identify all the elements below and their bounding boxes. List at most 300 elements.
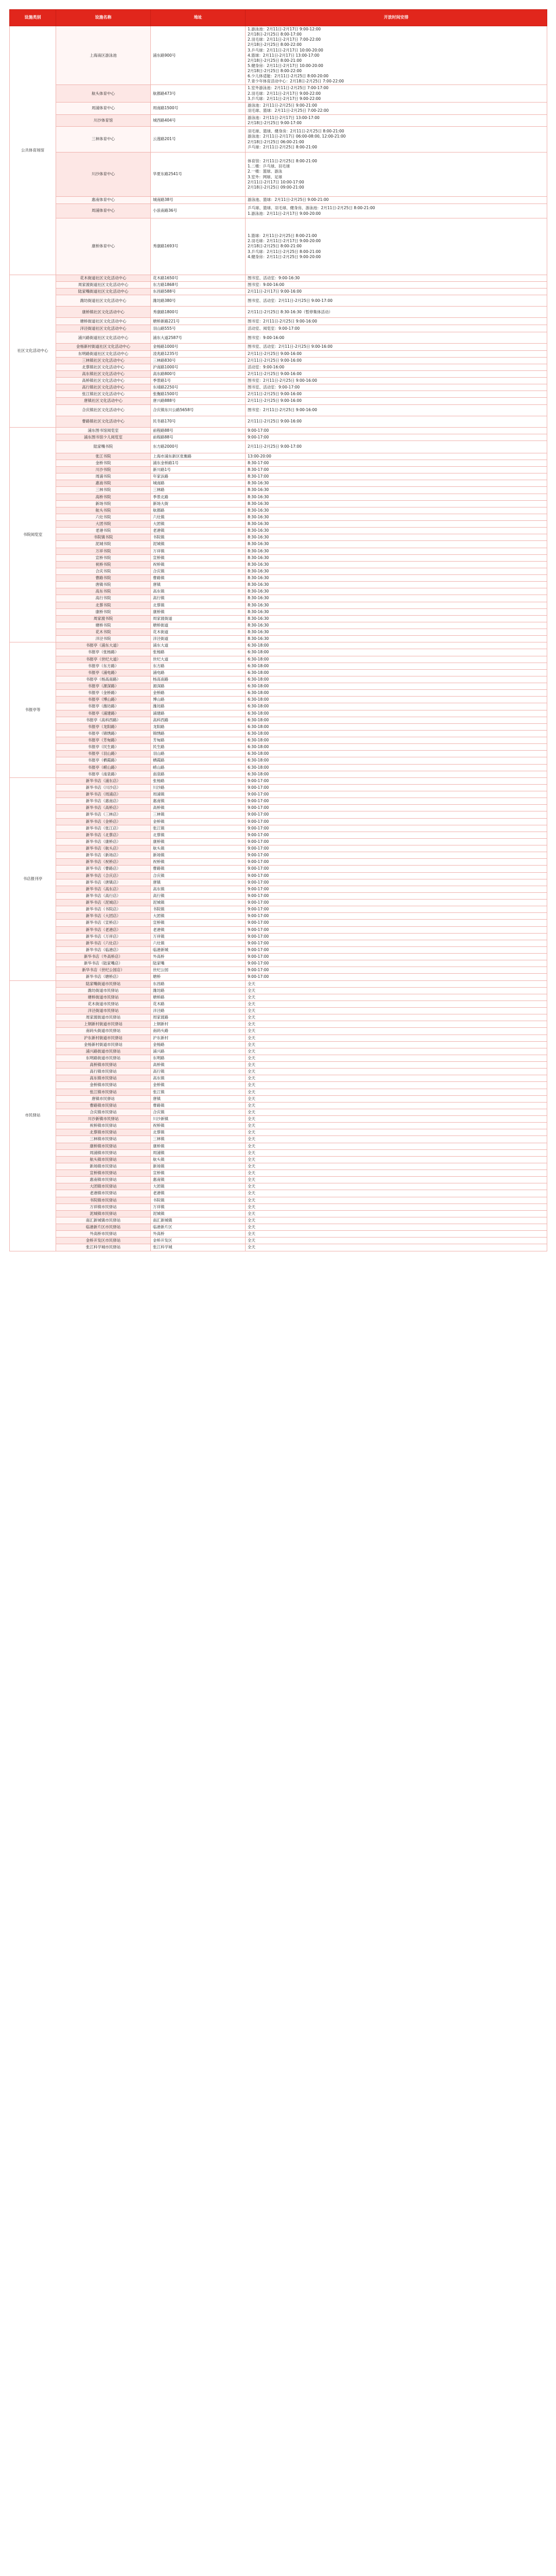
table-row	[10, 1190, 547, 1197]
table-row	[10, 514, 547, 520]
facility-name-cell: 新华书店（世纪公园店）	[56, 967, 151, 974]
table-row	[10, 946, 547, 953]
facility-schedule-sheet	[9, 9, 547, 2576]
opening-hours-cell: 9:00-17:00	[246, 967, 547, 974]
table-row	[10, 703, 547, 710]
table-row	[10, 1123, 547, 1129]
opening-hours-cell: 图书室：9:00-16:00	[246, 332, 547, 344]
facility-name-cell: 周家渡街道社区文化活动中心	[56, 282, 151, 289]
facility-name-cell: 新华书店（新场店）	[56, 852, 151, 859]
address-cell: 东方路2000号	[151, 440, 246, 453]
opening-hours-cell: 全天	[246, 1244, 547, 1251]
table-row	[10, 994, 547, 1001]
table-row	[10, 974, 547, 980]
table-row	[10, 825, 547, 832]
address-cell: 泥城镇	[151, 900, 246, 906]
facility-name-cell: 泥城书院	[56, 541, 151, 548]
facility-name-cell: 航头体育中心	[56, 85, 151, 102]
address-cell: 外高桥	[151, 1231, 246, 1238]
opening-hours-cell: 2月11日-2月17日 9:00-16:00	[246, 289, 547, 295]
address-cell: 东昌路	[151, 980, 246, 987]
table-row	[10, 676, 547, 683]
facility-name-cell: 金桥镇市民驿站	[56, 1082, 151, 1089]
table-row	[10, 404, 547, 416]
facility-name-cell: 大团书院	[56, 521, 151, 528]
opening-hours-cell: 9:00-17:00	[246, 879, 547, 886]
facility-name-cell: 陆家嘴街道市民驿站	[56, 980, 151, 987]
facility-name-cell: 新华书店（陆家嘴店）	[56, 960, 151, 967]
address-cell: 高行镇	[151, 1069, 246, 1075]
table-row	[10, 1028, 547, 1035]
table-row	[10, 615, 547, 622]
address-cell: 宣桥镇	[151, 920, 246, 926]
address-cell: 上海市浦东新区张衡路	[151, 453, 246, 460]
address-cell: 花木路	[151, 1001, 246, 1007]
address-cell: 季景北路	[151, 494, 246, 500]
facility-name-cell: 惠南体育中心	[56, 197, 151, 204]
opening-hours-cell: 9:00-17:00	[246, 906, 547, 913]
facility-name-cell: 书报亭（羽山路）	[56, 751, 151, 757]
address-cell: 张江镇	[151, 1089, 246, 1095]
address-cell: 羽山路	[151, 751, 246, 757]
table-row	[10, 1170, 547, 1177]
address-cell: 大团镇	[151, 1183, 246, 1190]
table-row	[10, 1204, 547, 1210]
table-row	[10, 1014, 547, 1021]
address-cell: 航头镇	[151, 1156, 246, 1163]
facility-name-cell: 宣桥书院	[56, 554, 151, 561]
category-cell: 公共体育场馆	[10, 26, 56, 275]
opening-hours-cell: 9:00-17:00	[246, 920, 547, 926]
address-cell: 杨高南路	[151, 676, 246, 683]
table-row	[10, 1217, 547, 1224]
address-cell: 浦电路	[151, 669, 246, 676]
address-cell: 临港新片区	[151, 1224, 246, 1231]
opening-hours-cell: 8:30-16:30	[246, 494, 547, 500]
opening-hours-cell: 6:30-18:00	[246, 649, 547, 656]
table-row	[10, 398, 547, 404]
address-cell: 泥城镇	[151, 1210, 246, 1217]
table-row	[10, 906, 547, 913]
table-row	[10, 777, 547, 784]
facility-name-cell: 书报亭（芳甸路）	[56, 737, 151, 744]
opening-hours-cell: 全天	[246, 1048, 547, 1055]
address-cell: 泥城镇	[151, 541, 246, 548]
opening-hours-cell: 8:30-16:30	[246, 615, 547, 622]
address-cell: 康桥镇	[151, 1143, 246, 1149]
address-cell: 航头镇	[151, 845, 246, 852]
facility-name-cell: 周浦镇市民驿站	[56, 1149, 151, 1156]
facility-name-cell: 金杨新村街道社区文化活动中心	[56, 344, 151, 350]
opening-hours-cell: 8:30-16:30	[246, 608, 547, 615]
address-cell: 航都路473号	[151, 85, 246, 102]
table-row	[10, 391, 547, 398]
address-cell: 花木街道	[151, 629, 246, 636]
address-cell: 三林镇	[151, 811, 246, 818]
opening-hours-cell: 全天	[246, 1177, 547, 1183]
address-cell: 祝桥镇	[151, 561, 246, 568]
address-cell: 三林镇	[151, 1136, 246, 1143]
opening-hours-cell: 9:00-17:00	[246, 960, 547, 967]
address-cell: 合庆镇	[151, 1109, 246, 1115]
address-cell: 万祥镇	[151, 933, 246, 940]
address-cell: 东靖路2250号	[151, 384, 246, 391]
facility-name-cell: 书报亭（世纪大道）	[56, 656, 151, 663]
facility-name-cell: 东明路街道社区文化活动中心	[56, 350, 151, 357]
table-row	[10, 967, 547, 974]
table-row	[10, 1210, 547, 1217]
opening-hours-cell: 9:00-17:00	[246, 872, 547, 879]
table-row	[10, 487, 547, 494]
opening-hours-cell: 1.篮球：2月11日-2月25日 8:00-21:00 2.羽毛球：2月11日-2月17日 9:00-20:00 2月18日-2月25日 8:00-21:00 3.乒乓球：2月11日-2月25日 8:00-21:00 4.健身房：2月11日-2月25日 9:00-20:00	[246, 218, 547, 275]
table-row	[10, 900, 547, 906]
table-row	[10, 1075, 547, 1082]
address-cell: 金桥镇	[151, 818, 246, 825]
facility-name-cell: 花木街道市民驿站	[56, 1001, 151, 1007]
facility-name-cell: 书报亭（浦东大道）	[56, 642, 151, 649]
table-row	[10, 370, 547, 377]
facility-name-cell: 金桥书院	[56, 460, 151, 466]
opening-hours-cell: 6:30-18:00	[246, 764, 547, 771]
facility-name-cell: 高东书院	[56, 588, 151, 595]
opening-hours-cell: 9:00-17:00	[246, 892, 547, 899]
facility-name-cell: 新华书店（曹路店）	[56, 866, 151, 872]
table-row	[10, 114, 547, 126]
facility-name-cell: 大团镇市民驿站	[56, 1183, 151, 1190]
opening-hours-cell: 2月11日-2月25日 9:00-16:00	[246, 370, 547, 377]
facility-name-cell: 航头书院	[56, 507, 151, 514]
facility-name-cell: 新华书店（惠南店）	[56, 798, 151, 805]
opening-hours-cell: 全天	[246, 1109, 547, 1115]
address-cell: 书院镇	[151, 1197, 246, 1204]
opening-hours-cell: 游泳池、篮球：2月11日-2月25日 9:00-21:00	[246, 197, 547, 204]
address-cell: 华夏东路2541号	[151, 152, 246, 197]
table-row	[10, 332, 547, 344]
table-row	[10, 1089, 547, 1095]
opening-hours-cell: 乒乓球、篮球、羽毛球、健身房、游泳池：2月11日-2月25日 8:00-21:00 1.游泳池：2月11日-2月17日 9:00-20:00	[246, 204, 547, 218]
table-row	[10, 467, 547, 473]
opening-hours-cell: 2月11日-2月25日 8:30-16:30（暂停集体活动）	[246, 307, 547, 318]
opening-hours-cell: 8:30-17:00	[246, 467, 547, 473]
facility-name-cell: 周家渡街道市民驿站	[56, 1014, 151, 1021]
table-row	[10, 460, 547, 466]
opening-hours-cell: 8:30-16:30	[246, 500, 547, 507]
opening-hours-cell: 9:00-17:00	[246, 825, 547, 832]
table-row	[10, 561, 547, 568]
opening-hours-cell: 8:30-16:30	[246, 595, 547, 602]
table-row	[10, 1129, 547, 1136]
opening-hours-cell: 2月11日-2月25日 9:00-16:00	[246, 391, 547, 398]
address-cell: 秀康路1800号	[151, 307, 246, 318]
header-address: 地址	[151, 10, 246, 26]
table-row	[10, 289, 547, 295]
table-row	[10, 494, 547, 500]
opening-hours-cell: 全天	[246, 1231, 547, 1238]
facility-name-cell: 新华书店（外高桥店）	[56, 954, 151, 960]
facility-name-cell: 书报亭（博山路）	[56, 697, 151, 703]
address-cell: 老港镇	[151, 926, 246, 933]
table-row	[10, 152, 547, 197]
table-row	[10, 364, 547, 370]
facility-name-cell: 高桥镇社区文化活动中心	[56, 378, 151, 384]
opening-hours-cell: 6:30-18:00	[246, 744, 547, 751]
table-row	[10, 350, 547, 357]
table-row	[10, 960, 547, 967]
table-row	[10, 886, 547, 892]
opening-hours-cell: 8:30-16:30	[246, 487, 547, 494]
opening-hours-cell: 全天	[246, 980, 547, 987]
table-row	[10, 1095, 547, 1102]
table-row	[10, 811, 547, 818]
table-row	[10, 1231, 547, 1238]
facility-name-cell: 川沙新镇市民驿站	[56, 1116, 151, 1123]
facility-name-cell: 周浦书院	[56, 473, 151, 480]
address-cell: 唐镇	[151, 1095, 246, 1102]
table-row	[10, 480, 547, 487]
facility-name-cell: 新华书店（六灶店）	[56, 940, 151, 946]
address-cell: 金桥镇	[151, 1082, 246, 1089]
table-row	[10, 913, 547, 920]
opening-hours-cell: 8:30-16:30	[246, 629, 547, 636]
address-cell: 张杨路	[151, 777, 246, 784]
table-row	[10, 764, 547, 771]
table-row	[10, 1244, 547, 1251]
address-cell: 前程路88号	[151, 427, 246, 434]
address-cell: 年家浜路	[151, 473, 246, 480]
table-row	[10, 933, 547, 940]
table-row	[10, 26, 547, 85]
facility-name-cell: 书报亭（龙阳路）	[56, 723, 151, 730]
address-cell: 张杨路	[151, 649, 246, 656]
table-row	[10, 1048, 547, 1055]
facility-name-cell: 张江书院	[56, 453, 151, 460]
opening-hours-cell: 活动室：9:00-16:00	[246, 364, 547, 370]
facility-name-cell: 北蔡镇社区文化活动中心	[56, 364, 151, 370]
address-cell: 大团镇	[151, 913, 246, 920]
address-cell: 塘桥路	[151, 994, 246, 1001]
address-cell: 川沙路	[151, 784, 246, 791]
address-cell: 周浦镇	[151, 791, 246, 798]
address-cell: 祝桥镇	[151, 1123, 246, 1129]
table-row	[10, 521, 547, 528]
address-cell: 潍坊路	[151, 987, 246, 994]
address-cell: 曹路镇	[151, 575, 246, 582]
table-row	[10, 642, 547, 649]
opening-hours-cell: 全天	[246, 1238, 547, 1244]
facility-name-cell: 北蔡镇市民驿站	[56, 1129, 151, 1136]
opening-hours-cell: 2月11日-2月25日 9:00-16:00	[246, 357, 547, 364]
opening-hours-cell: 图书室、活动室：2月11日-2月25日 9:00-16:00	[246, 344, 547, 350]
opening-hours-cell: 6:30-18:00	[246, 656, 547, 663]
opening-hours-cell: 9:00-17:00	[246, 818, 547, 825]
address-cell: 周家渡街道	[151, 615, 246, 622]
address-cell: 源深路	[151, 683, 246, 690]
table-row	[10, 771, 547, 777]
facility-name-cell: 新场书院	[56, 500, 151, 507]
address-cell: 高东镇	[151, 886, 246, 892]
opening-hours-cell: 9:00-17:00	[246, 434, 547, 440]
address-cell: 沪东新村	[151, 1035, 246, 1041]
facility-name-cell: 书报亭（东方路）	[56, 663, 151, 669]
address-cell: 羽山路555号	[151, 325, 246, 332]
address-cell: 新场镇	[151, 852, 246, 859]
table-row	[10, 85, 547, 102]
opening-hours-cell: 8:30-16:30	[246, 554, 547, 561]
table-row	[10, 791, 547, 798]
opening-hours-cell: 6:30-18:00	[246, 730, 547, 737]
facility-name-cell: 书报亭（张杨路）	[56, 649, 151, 656]
facility-name-cell: 书报亭（浦建路）	[56, 710, 151, 717]
opening-hours-cell: 全天	[246, 1075, 547, 1082]
table-row	[10, 1163, 547, 1170]
facility-name-cell: 书报亭（金桥路）	[56, 690, 151, 697]
facility-name-cell: 新华书店（周浦店）	[56, 791, 151, 798]
facility-name-cell: 新华书店（祝桥店）	[56, 859, 151, 866]
table-row	[10, 1082, 547, 1089]
address-cell: 高行镇	[151, 892, 246, 899]
opening-hours-cell: 8:30-16:30	[246, 588, 547, 595]
facility-name-cell: 惠南书院	[56, 480, 151, 487]
address-cell: 万祥镇	[151, 1204, 246, 1210]
opening-hours-cell: 6:30-18:00	[246, 757, 547, 764]
opening-hours-cell: 9:00-17:00	[246, 886, 547, 892]
facility-name-cell: 康桥镇市民驿站	[56, 1143, 151, 1149]
table-row	[10, 669, 547, 676]
address-cell: 宣桥镇	[151, 1170, 246, 1177]
facility-name-cell: 六灶书院	[56, 514, 151, 520]
facility-name-cell: 新华书店（宣桥店）	[56, 920, 151, 926]
facility-name-cell: 高东镇社区文化活动中心	[56, 370, 151, 377]
table-row	[10, 528, 547, 534]
opening-hours-cell: 8:30-16:30	[246, 541, 547, 548]
table-row	[10, 1102, 547, 1109]
opening-hours-cell: 9:00-17:00	[246, 845, 547, 852]
address-cell: 城南路	[151, 480, 246, 487]
table-row	[10, 218, 547, 275]
opening-hours-cell: 全天	[246, 1123, 547, 1129]
opening-hours-cell: 9:00-17:00	[246, 954, 547, 960]
opening-hours-cell: 图书室：9:00-16:00	[246, 282, 547, 289]
facility-name-cell: 沪东新村街道市民驿站	[56, 1035, 151, 1041]
address-cell: 外高桥	[151, 954, 246, 960]
table-row	[10, 440, 547, 453]
facility-name-cell: 康桥书院	[56, 608, 151, 615]
opening-hours-cell: 9:00-17:00	[246, 926, 547, 933]
table-row	[10, 1001, 547, 1007]
address-cell: 浦东大道	[151, 642, 246, 649]
table-row	[10, 757, 547, 764]
address-cell: 民冬路170号	[151, 416, 246, 427]
table-row	[10, 357, 547, 364]
address-cell: 世纪公园	[151, 967, 246, 974]
address-cell: 东方路1868号	[151, 282, 246, 289]
address-cell: 六灶镇	[151, 514, 246, 520]
table-row	[10, 197, 547, 204]
facility-name-cell: 新华书店（川沙店）	[56, 784, 151, 791]
facility-name-cell: 唐镇市民驿站	[56, 1095, 151, 1102]
table-row	[10, 1143, 547, 1149]
facility-name-cell: 新华书店（泥城店）	[56, 900, 151, 906]
opening-hours-cell: 8:30-16:30	[246, 636, 547, 642]
facility-name-cell: 书报亭（杨高南路）	[56, 676, 151, 683]
address-cell: 曹路镇	[151, 1102, 246, 1109]
address-cell: 张衡路1500号	[151, 391, 246, 398]
facility-name-cell: 上海南区游泳池	[56, 26, 151, 85]
facility-name-cell: 周家渡书院	[56, 615, 151, 622]
facility-name-cell: 塘桥街道市民驿站	[56, 994, 151, 1001]
address-cell: 万祥镇	[151, 548, 246, 554]
opening-hours-cell: 全天	[246, 1001, 547, 1007]
facility-name-cell: 高行镇社区文化活动中心	[56, 384, 151, 391]
opening-hours-cell: 全天	[246, 1089, 547, 1095]
address-cell: 锦绣路	[151, 730, 246, 737]
opening-hours-cell: 活动室、阅览室：9:00-17:00	[246, 325, 547, 332]
facility-name-cell: 新华书店（临港店）	[56, 946, 151, 953]
address-cell: 上钢新村	[151, 1021, 246, 1028]
opening-hours-cell: 全天	[246, 1014, 547, 1021]
opening-hours-cell: 游泳池：2月11日-2月25日 9:00-21:00 羽毛球、篮球：2月11日-2月25日 7:00-22:00	[246, 102, 547, 114]
opening-hours-cell: 6:30-18:00	[246, 676, 547, 683]
address-cell: 惠南镇	[151, 1177, 246, 1183]
opening-hours-cell: 8:30-16:30	[246, 561, 547, 568]
facility-name-cell: 临港新片区市民驿站	[56, 1224, 151, 1231]
opening-hours-cell: 全天	[246, 1149, 547, 1156]
facility-name-cell: 宣桥镇市民驿站	[56, 1170, 151, 1177]
facility-name-cell: 万祥镇市民驿站	[56, 1204, 151, 1210]
opening-hours-cell: 9:00-17:00	[246, 859, 547, 866]
table-row	[10, 622, 547, 629]
address-cell: 金桥开发区	[151, 1238, 246, 1244]
facility-name-cell: 新华书店（北蔡店）	[56, 832, 151, 838]
table-row	[10, 744, 547, 751]
facility-name-cell: 新华书店（金桥店）	[56, 818, 151, 825]
table-row	[10, 852, 547, 859]
address-cell: 川沙新镇	[151, 1116, 246, 1123]
opening-hours-cell: 全天	[246, 1102, 547, 1109]
address-cell: 高科西路	[151, 717, 246, 723]
address-cell: 小浪南路36号	[151, 204, 246, 218]
opening-hours-cell: 游泳池：2月11日-2月17日 13:00-17:00 2月18日-2月25日 9:00-17:00	[246, 114, 547, 126]
address-cell: 老港镇	[151, 1190, 246, 1197]
address-cell: 云莲路201号	[151, 127, 246, 152]
facility-name-cell: 书院镇市民驿站	[56, 1197, 151, 1204]
address-cell: 南泉路	[151, 771, 246, 777]
table-row	[10, 1021, 547, 1028]
opening-hours-cell: 全天	[246, 1197, 547, 1204]
opening-hours-cell: 8:30-17:00	[246, 473, 547, 480]
opening-hours-cell: 全天	[246, 1095, 547, 1102]
address-cell: 崂山路	[151, 764, 246, 771]
facility-name-cell: 新华书店（合庆店）	[56, 872, 151, 879]
opening-hours-cell: 9:00-17:00	[246, 427, 547, 434]
opening-hours-cell: 9:00-17:00	[246, 913, 547, 920]
facility-name-cell: 新华书店（大团店）	[56, 913, 151, 920]
facility-name-cell: 高行书院	[56, 595, 151, 602]
address-cell: 潍坊路380号	[151, 295, 246, 307]
opening-hours-cell: 8:30-16:30	[246, 521, 547, 528]
table-row	[10, 534, 547, 541]
address-cell: 东方路	[151, 663, 246, 669]
address-cell: 民生路	[151, 744, 246, 751]
table-row	[10, 866, 547, 872]
table-row	[10, 954, 547, 960]
address-cell: 世纪大道	[151, 656, 246, 663]
address-cell: 高东镇	[151, 1075, 246, 1082]
facility-name-cell: 唐镇社区文化活动中心	[56, 398, 151, 404]
table-row	[10, 818, 547, 825]
table-row	[10, 588, 547, 595]
table-row	[10, 723, 547, 730]
